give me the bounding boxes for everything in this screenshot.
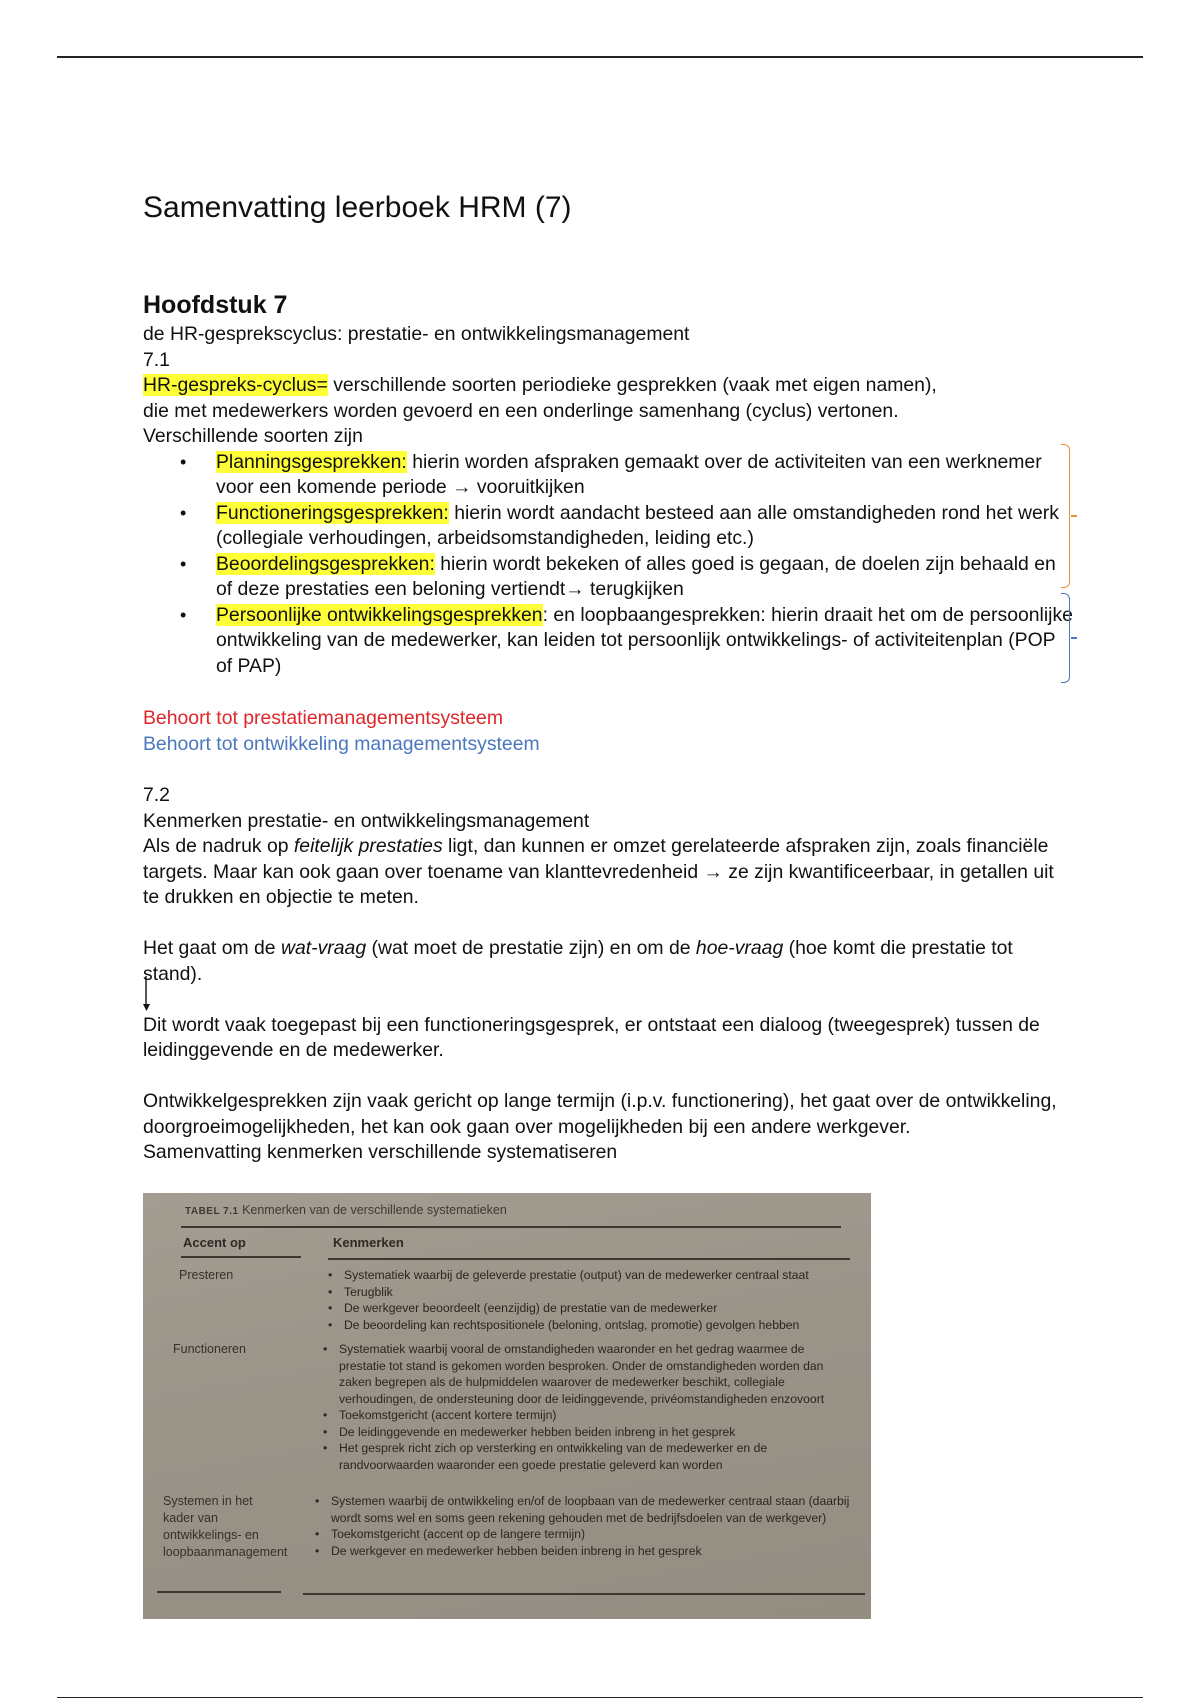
list-item: • Systematiek waarbij de geleverde prestatie (output) van de medewerker centraal staat xyxy=(326,1267,851,1284)
paragraph xyxy=(143,936,1073,987)
kind-text: hierin wordt bekeken of alles goed is gegaan, de doelen zijn behaald en of deze prestaties een beloning vertiendt→ terugkijken xyxy=(216,552,1056,600)
kind-text: : en loopbaangesprekken: hierin draait het om de persoonlijke ontwikkeling van de medewerker, kan leiden tot persoonlijk ontwikkelings- of activiteitenplan (POP of PAP) xyxy=(216,603,1073,677)
table-rule xyxy=(181,1226,841,1228)
paragraph xyxy=(143,834,1073,911)
document-title: Samenvatting leerboek HRM (7) xyxy=(143,191,572,224)
footer-rule xyxy=(57,1697,1143,1698)
list-item: • Systemen waarbij de ontwikkeling en/of de loopbaan van de medewerker centraal staan (daarbij wordt soms wel en soms geen rekening gehouden met de bedrijfsdoelen van de werkgever) xyxy=(313,1493,853,1526)
list-item xyxy=(143,603,1073,680)
table-rule xyxy=(181,1256,301,1258)
col1-header: Accent op xyxy=(183,1235,246,1250)
kind-text: hierin wordt aandacht besteed aan alle omstandigheden rond het werk (collegiale verhoudingen, arbeidsomstandigheden, leiding etc.) xyxy=(216,501,1059,549)
legend-blue: Behoort tot ontwikkeling managementsysteem xyxy=(143,732,540,755)
row-items xyxy=(326,1267,851,1333)
blue-brace xyxy=(1061,593,1070,683)
kinds-intro: Verschillende soorten zijn xyxy=(143,425,363,447)
list-item: • Het gesprek richt zich op versterking en ontwikkeling van de medewerker en de randvoorwaarden waaronder een goede prestatie geleverd kan worden xyxy=(321,1440,851,1473)
list-item xyxy=(143,552,1073,603)
orange-brace xyxy=(1061,444,1070,588)
definition-text: verschillende soorten periodieke gesprekken (vaak met eigen namen), xyxy=(327,374,937,396)
list-item: • De werkgever en medewerker hebben beiden inbreng in het gesprek xyxy=(313,1543,853,1560)
section-number: 7.2 xyxy=(143,784,170,806)
list-item xyxy=(143,501,1073,552)
text: ligt, dan kunnen er omzet gerelateerde afspraken zijn, zoals financiële targets. Maar kan ook gaan over toename van klanttevredenheid → ze zijn kwantificeerbaar, in getallen uit te drukken en objectie te meten. xyxy=(143,835,1054,908)
text: Het gaat om de xyxy=(143,937,281,959)
list-item xyxy=(143,450,1073,501)
text: Als de nadruk op xyxy=(143,835,294,857)
section-7-1 xyxy=(143,322,1073,679)
paragraph: Dit wordt vaak toegepast bij een functioneringsgesprek, er ontstaat een dialoog (tweegesprek) tussen de leidinggevende en de medewerker. xyxy=(143,1013,1040,1061)
row-items xyxy=(313,1493,853,1559)
section-7-2 xyxy=(143,783,1073,1166)
kind-text: hierin worden afspraken gemaakt over de activiteiten van een werknemer voor een komende periode → vooruitkijken xyxy=(216,450,1042,498)
table-photo xyxy=(143,1193,871,1619)
chapter-subtitle: de HR-gesprekscyclus: prestatie- en ontwikkelingsmanagement xyxy=(143,323,690,345)
row-items xyxy=(321,1341,851,1473)
row-label: Functioneren xyxy=(173,1342,246,1356)
text-cursor-icon xyxy=(143,976,153,1016)
text: (wat moet de prestatie zijn) en om de xyxy=(366,937,696,959)
table-caption-text: Kenmerken van de verschillende systematieken xyxy=(238,1203,507,1217)
text: (hoe komt die prestatie tot stand). xyxy=(143,937,1013,985)
chapter-heading: Hoofdstuk 7 xyxy=(143,291,288,319)
emphasis: feitelijk prestaties xyxy=(293,835,443,857)
kind-term: Beoordelingsgesprekken: xyxy=(216,552,435,575)
legend-red: Behoort tot prestatiemanagementsysteem xyxy=(143,707,503,729)
definition-text-2: die met medewerkers worden gevoerd en een onderlinge samenhang (cyclus) vertonen. xyxy=(143,399,899,422)
list-item: • De leidinggevende en medewerker hebben beiden inbreng in het gesprek xyxy=(321,1424,851,1441)
kind-term: Functioneringsgesprekken: xyxy=(216,501,449,524)
list-item: • Systematiek waarbij vooral de omstandigheden waaronder en het gedrag waarmee de prestatie tot stand is gekomen worden besproken. Onder de omstandigheden worden dan zaken begrepen als de hulpmiddelen waarover de medewerker beschikt, collegiale verhoudingen, de ondersteuning door de leidinggevende, privéomstandigheden enzovoort xyxy=(321,1341,851,1407)
list-item: • Terugblik xyxy=(326,1284,851,1301)
section-number: 7.1 xyxy=(143,348,170,371)
col2-header: Kenmerken xyxy=(333,1235,404,1250)
paragraph: Ontwikkelgesprekken zijn vaak gericht op lange termijn (i.p.v. functionering), het gaat over de ontwikkeling, doorgroeimogelijkheden, het kan ook gaan over mogelijkheden bij een andere werkgever. xyxy=(143,1090,1057,1138)
list-item: • Toekomstgericht (accent op de langere termijn) xyxy=(313,1526,853,1543)
definition-term: HR-gespreks-cyclus= xyxy=(143,374,328,396)
list-item: • De beoordeling kan rechtspositionele (beloning, ontslag, promotie) gevolgen hebben xyxy=(326,1317,851,1334)
table-rule xyxy=(328,1258,850,1260)
kind-term: Planningsgesprekken: xyxy=(216,450,407,473)
table-tag: TABEL 7.1 xyxy=(185,1206,239,1217)
table-caption xyxy=(185,1203,507,1217)
definition xyxy=(143,373,1073,424)
row-label: Presteren xyxy=(179,1268,234,1282)
kinds-list xyxy=(143,450,1073,680)
list-item: • De werkgever beoordeelt (eenzijdig) de prestatie van de medewerker xyxy=(326,1300,851,1317)
section-title: Kenmerken prestatie- en ontwikkelingsmanagement xyxy=(143,809,590,832)
table-rule xyxy=(157,1591,281,1593)
table-intro: Samenvatting kenmerken verschillende systematiseren xyxy=(143,1141,618,1163)
list-item: • Toekomstgericht (accent kortere termijn) xyxy=(321,1407,851,1424)
row-label: Systemen in het kader van ontwikkelings- en loopbaanmanagement xyxy=(163,1494,288,1559)
header-rule xyxy=(57,56,1143,58)
emphasis: hoe-vraag xyxy=(695,937,784,959)
table-rule xyxy=(303,1593,865,1595)
emphasis: wat-vraag xyxy=(280,937,367,959)
legend xyxy=(143,706,1073,757)
kind-term: Persoonlijke ontwikkelingsgesprekken xyxy=(216,603,543,626)
